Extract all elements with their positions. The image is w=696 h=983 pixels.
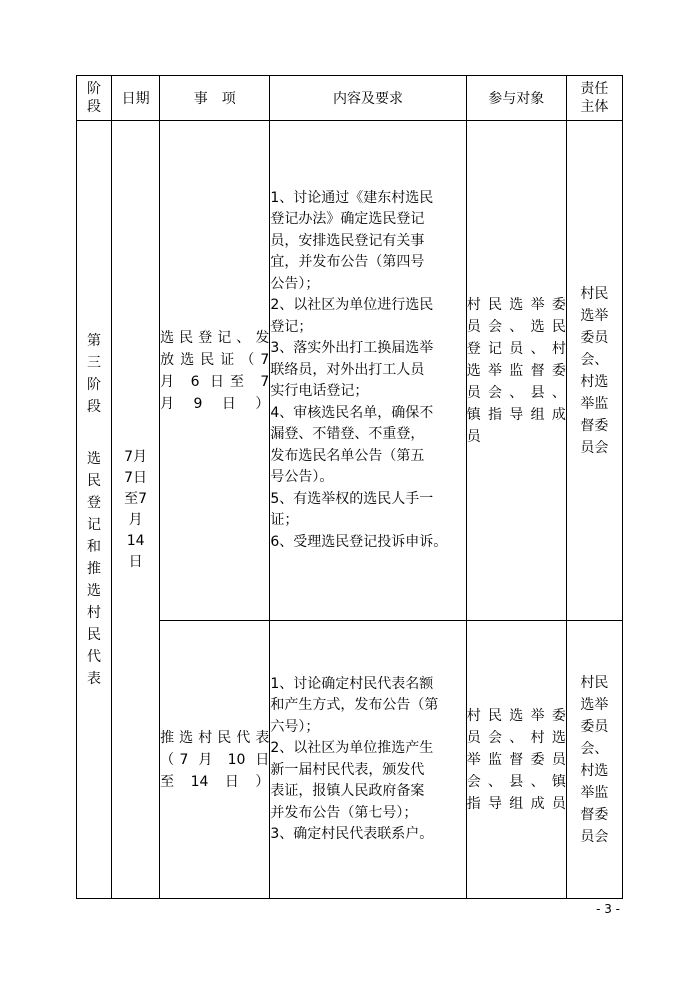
- stage-name-char: 第: [87, 332, 102, 349]
- responsible-cell: [566, 121, 622, 621]
- participants-text-line: 村民选举委: [466, 296, 566, 313]
- responsible-text-line: 员会: [580, 828, 609, 845]
- content-text-line: 实行电话登记；: [270, 383, 369, 400]
- responsible-text-line: 督委: [580, 806, 609, 823]
- item-cell: [160, 621, 270, 899]
- content-text-line: 公告）；: [270, 275, 320, 292]
- content-text-line: 漏登、不错登、不重登，: [270, 426, 425, 443]
- content-text-line: 3、落实外出打工换届选举: [270, 340, 434, 357]
- participants-text-line: 员: [466, 428, 481, 445]
- content-text-line: 5、有选举权的选民人手一: [270, 490, 434, 507]
- content-text-line: 新一届村民代表，颁发代: [270, 761, 425, 778]
- content-text-line: 1、讨论确定村民代表名额: [270, 675, 434, 692]
- participants-text-line: 指导组成员: [466, 795, 566, 812]
- content-text-line: 员，安排选民登记有关事: [270, 232, 425, 249]
- page-number: - 3 -: [596, 902, 620, 916]
- date-line: 7日: [124, 469, 148, 486]
- content-text-line: 号公告）。: [270, 469, 334, 486]
- content-text-line: 2、以社区为单位推选产生: [270, 740, 434, 756]
- participants-cell: [466, 621, 566, 899]
- stage-desc-char: 登: [87, 494, 102, 511]
- responsible-text-line: 选举: [580, 696, 609, 713]
- stage-name-char: 段: [87, 398, 102, 415]
- participants-text-line: 员会、选民: [466, 318, 566, 335]
- stage-desc-char: 和: [87, 538, 102, 555]
- header-responsible-line: 责任: [580, 81, 609, 97]
- date-cell: [112, 121, 160, 899]
- table-row: [77, 121, 623, 621]
- participants-cell: [466, 121, 566, 621]
- stage-desc-char: 代: [87, 648, 102, 665]
- content-text-line: 发布选民名单公告（第五: [270, 447, 425, 464]
- content-text-line: 和产生方式，发布公告（第: [270, 697, 439, 713]
- content-text-line: 联络员，对外出打工人员: [270, 361, 425, 378]
- date-line: 至7: [124, 490, 148, 507]
- responsible-text-line: 会、: [580, 740, 609, 757]
- stage-desc-char: 民: [87, 626, 102, 643]
- stage-desc-char: 表: [87, 670, 102, 687]
- content-text-line: 3、确定村民代表联系户。: [270, 826, 434, 842]
- stage-name-char: 三: [87, 354, 102, 371]
- item-text-line: 放选民证（7: [160, 351, 270, 368]
- content-text-line: 登记办法》确定选民登记: [270, 211, 425, 228]
- header-stage-line: 阶: [87, 81, 102, 97]
- participants-text-line: 村民选举委: [466, 707, 566, 724]
- responsible-text-line: 员会: [580, 439, 609, 456]
- content-text-line: 表证，报镇人民政府备案: [270, 783, 425, 799]
- content-cell: [270, 621, 466, 899]
- header-content: 内容及要求: [270, 76, 466, 121]
- stage-desc-char: 推: [87, 560, 102, 577]
- participants-text-line: 员会、县、: [466, 384, 566, 401]
- participants-text-line: 选举监督委: [466, 362, 566, 379]
- responsible-text-line: 委员: [580, 329, 609, 346]
- stage-desc-char: 选: [87, 582, 102, 599]
- item-text-line: 至14日）: [160, 773, 270, 790]
- content-text-line: 登记；: [270, 318, 313, 335]
- header-date: 日期: [112, 76, 160, 121]
- content-text-line: 证；: [270, 512, 299, 529]
- header-item: 事 项: [160, 76, 270, 121]
- header-stage-line: 段: [87, 99, 102, 115]
- responsible-text-line: 督委: [580, 417, 609, 434]
- stage-cell: [77, 121, 112, 899]
- content-cell: [270, 121, 466, 621]
- date-line: 14: [126, 532, 145, 549]
- item-text-line: 月9日）: [160, 395, 270, 412]
- responsible-text-line: 举监: [580, 395, 609, 412]
- content-text-line: 并发布公告（第七号）；: [270, 804, 418, 821]
- stage-desc-char: 选: [87, 450, 102, 467]
- participants-text-line: 镇指导组成: [466, 406, 566, 423]
- participants-text-line: 会、县、镇: [466, 773, 566, 790]
- stage-desc-char: 民: [87, 472, 102, 489]
- item-cell: [160, 121, 270, 621]
- content-text-line: 4、审核选民名单，确保不: [270, 404, 434, 421]
- date-line: 月: [128, 511, 143, 528]
- responsible-cell: [566, 621, 622, 899]
- responsible-text-line: 选举: [580, 307, 609, 324]
- responsible-text-line: 村选: [580, 762, 609, 779]
- content-text-line: 六号）；: [270, 718, 320, 735]
- participants-text-line: 登记员、村: [466, 340, 566, 357]
- content-text-line: 6、受理选民登记投诉申诉。: [270, 533, 448, 550]
- responsible-text-line: 村民: [580, 674, 609, 691]
- responsible-text-line: 村选: [580, 373, 609, 390]
- header-stage: [77, 76, 112, 121]
- content-text-line: 2、以社区为单位进行选民: [270, 297, 434, 314]
- election-schedule-table: [76, 75, 623, 899]
- date-line: 日: [128, 553, 143, 570]
- date-line: 7月: [124, 448, 148, 465]
- table-header-row: [77, 76, 623, 121]
- content-text-line: 宜，并发布公告（第四号: [270, 254, 425, 271]
- item-text-line: 推选村民代表: [160, 729, 270, 746]
- stage-name-char: 阶: [87, 376, 102, 393]
- participants-text-line: 员会、村选: [466, 729, 566, 746]
- responsible-text-line: 委员: [580, 718, 609, 735]
- stage-desc-char: 村: [87, 604, 102, 621]
- item-text-line: （7 月 10 日: [160, 751, 270, 768]
- responsible-text-line: 村民: [580, 285, 609, 302]
- responsible-text-line: 会、: [580, 351, 609, 368]
- responsible-text-line: 举监: [580, 784, 609, 801]
- item-text-line: 月 6 日至 7: [160, 373, 270, 390]
- content-text-line: 1、讨论通过《建东村选民: [270, 189, 434, 206]
- item-text-line: 选民登记、发: [160, 329, 270, 346]
- stage-desc-char: 记: [87, 516, 102, 533]
- header-responsible-line: 主体: [580, 99, 609, 115]
- header-responsible: [566, 76, 622, 121]
- participants-text-line: 举监督委员: [466, 751, 566, 768]
- header-participants: 参与对象: [466, 76, 566, 121]
